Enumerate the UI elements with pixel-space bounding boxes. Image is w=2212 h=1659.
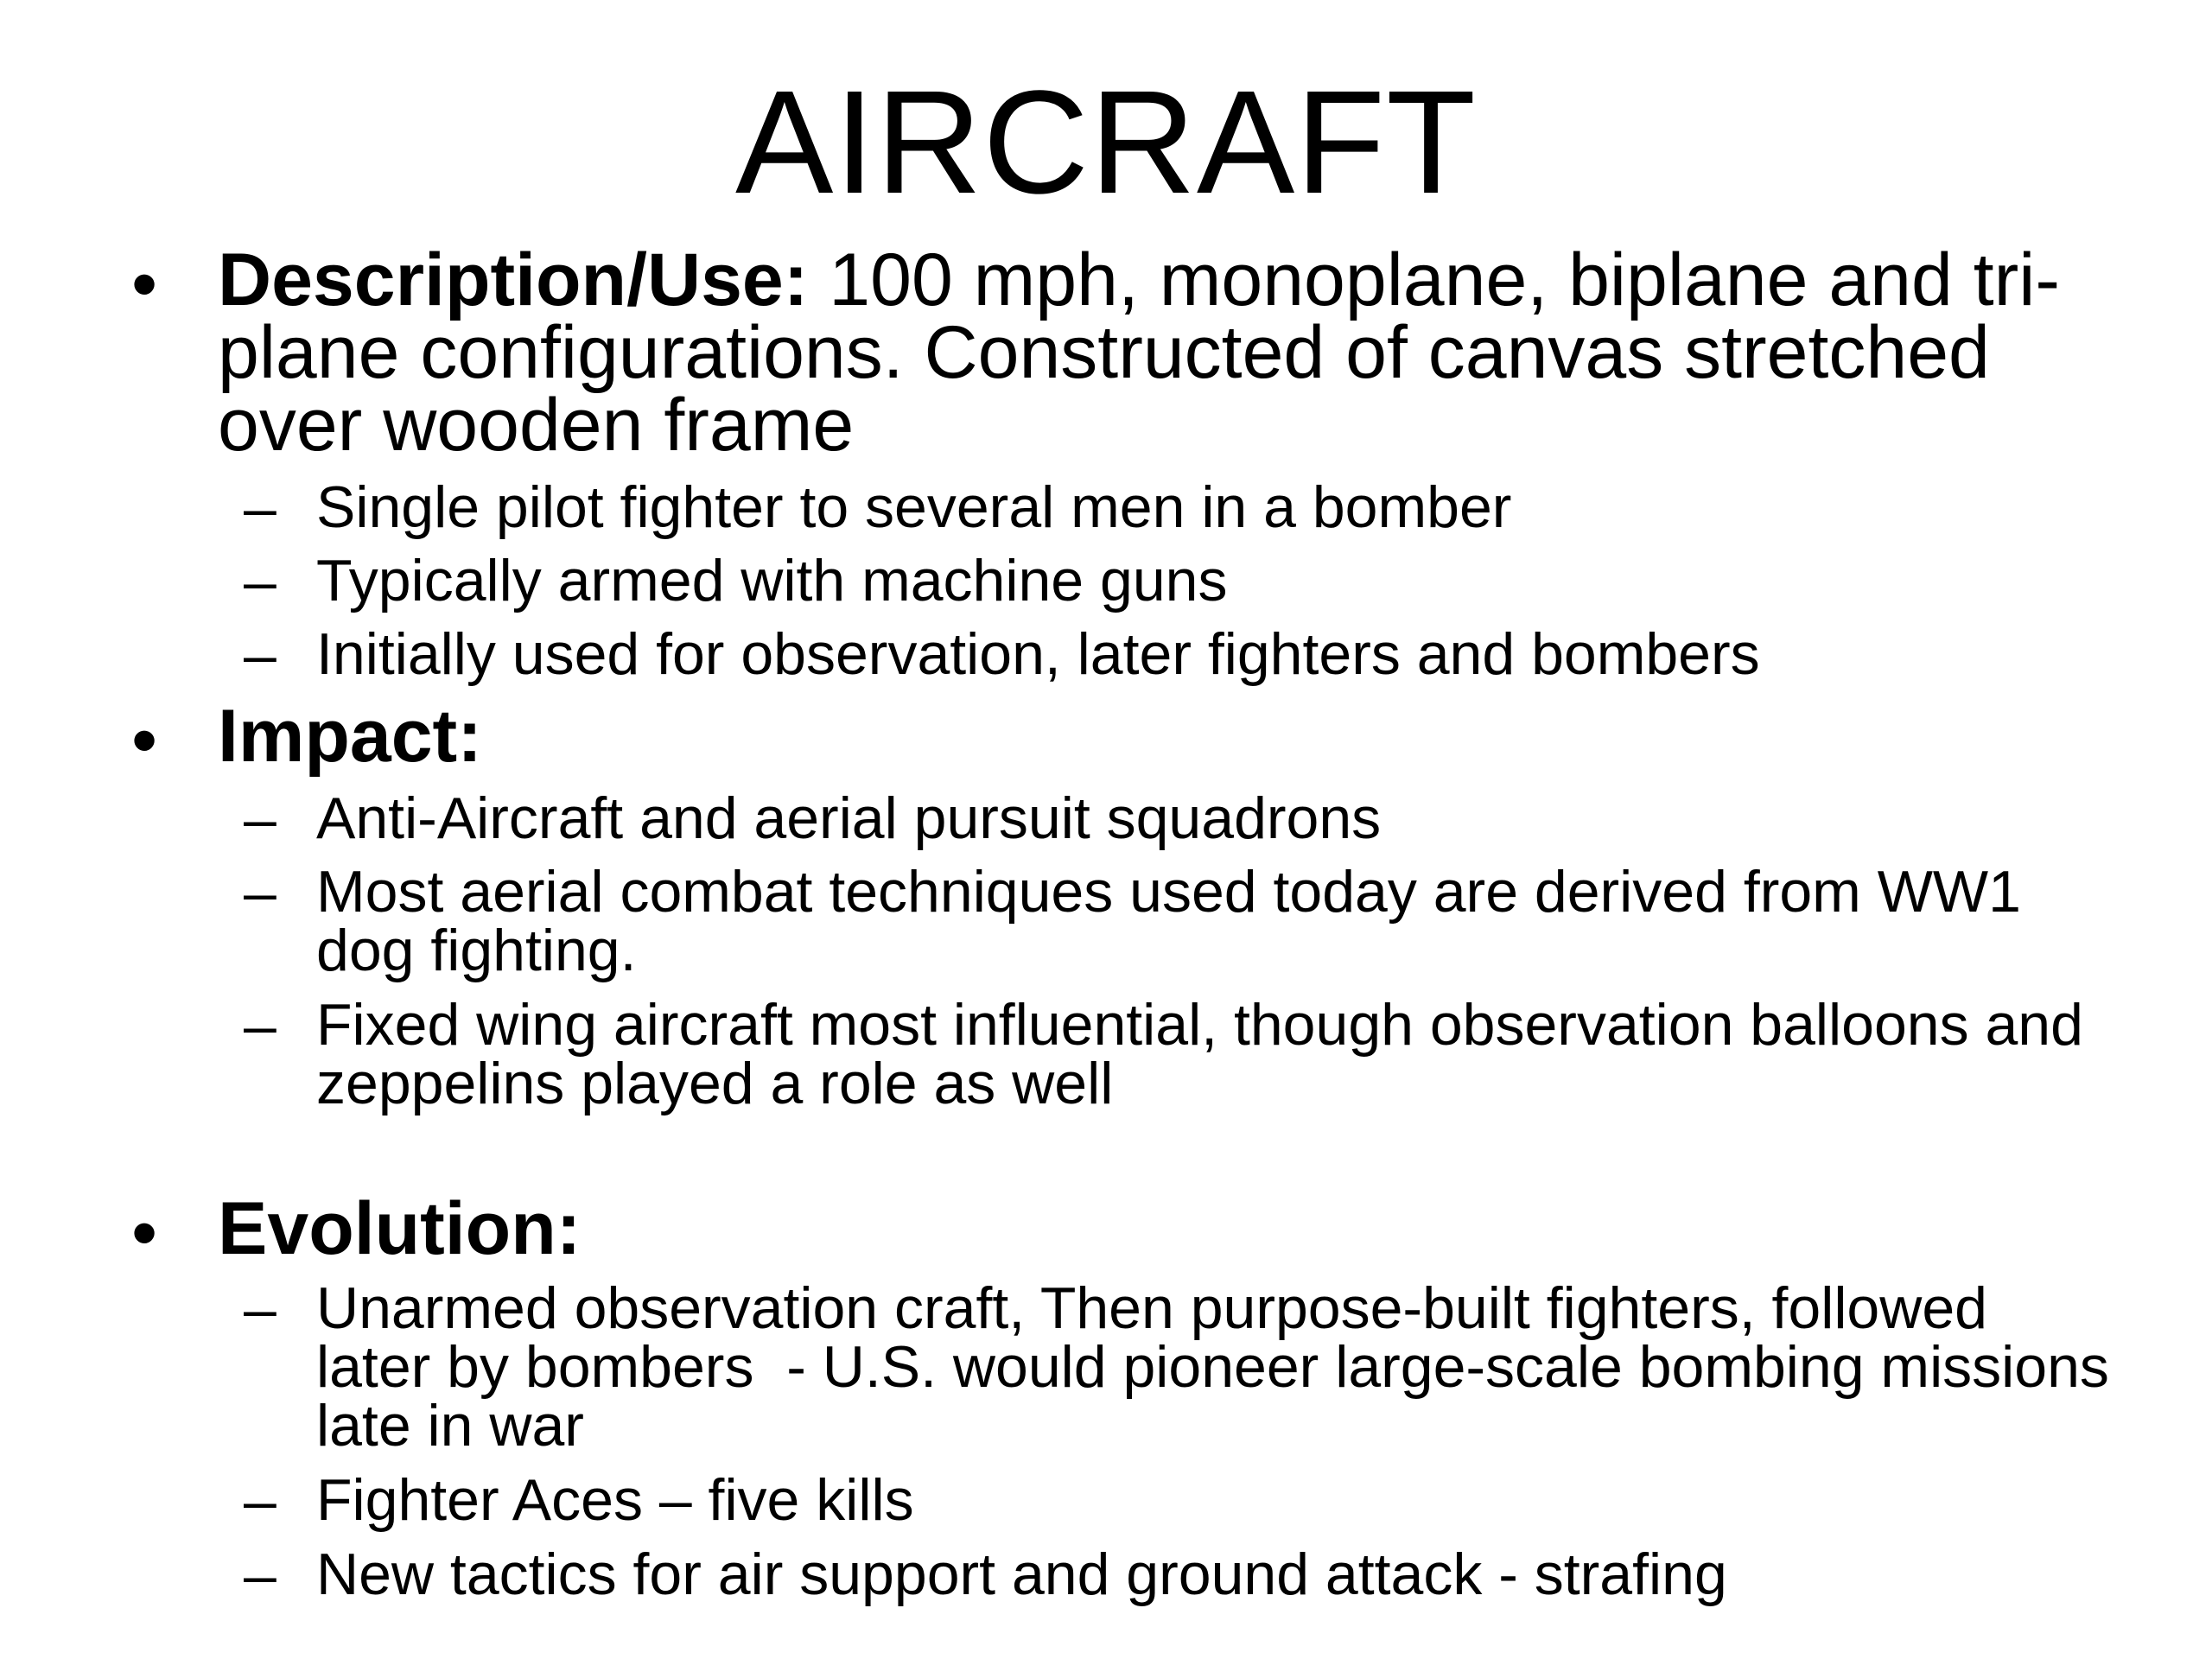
list-item-text: Fixed wing aircraft most influential, though observation balloons and zeppelins played a role as well [316,992,2083,1116]
bullet-icon: • [131,1192,158,1274]
bullet-evolution-text [218,1187,2101,1270]
dash-icon: – [244,622,276,688]
dash-icon: – [244,993,276,1058]
bullet-label: Description/Use: [218,238,809,321]
dash-icon: – [244,860,276,925]
list-item-text: Typically armed with machine guns [316,548,1228,613]
list-item-text: Unarmed observation craft, Then purpose-built fighters, followed later by bombers - U.S. would pioneer large-scale bombing missions late in war [316,1275,2126,1459]
bullet-icon: • [131,243,158,326]
list-item-text: Single pilot fighter to several men in a bomber [316,474,1512,540]
dash-icon: – [244,1542,276,1608]
bullet-label: Impact: [218,695,482,778]
dash-icon: – [244,549,276,614]
dash-icon: – [244,475,276,541]
bullet-icon: • [131,699,158,782]
list-item-text: Initially used for observation, later fighters and bombers [316,621,1760,687]
bullet-impact-text [218,695,2101,778]
dash-icon: – [244,1276,276,1342]
dash-icon: – [244,786,276,852]
bullet-label: Evolution: [218,1187,582,1270]
bullet-body: 100 mph, monoplane, biplane and tri-plane configurations. Constructed of canvas stretched over wooden frame [218,238,2060,467]
slide-title: AIRCRAFT [735,60,1477,225]
list-item-text: Most aerial combat techniques used today are derived from WW1 dog fighting. [316,859,2021,983]
list-item-text: Anti-Aircraft and aerial pursuit squadrons [316,785,1382,851]
list-item-text: New tactics for air support and ground attack - strafing [316,1541,1727,1607]
bullet-description-text [218,238,2101,467]
list-item-text: Fighter Aces – five kills [316,1467,914,1533]
dash-icon: – [244,1468,276,1534]
